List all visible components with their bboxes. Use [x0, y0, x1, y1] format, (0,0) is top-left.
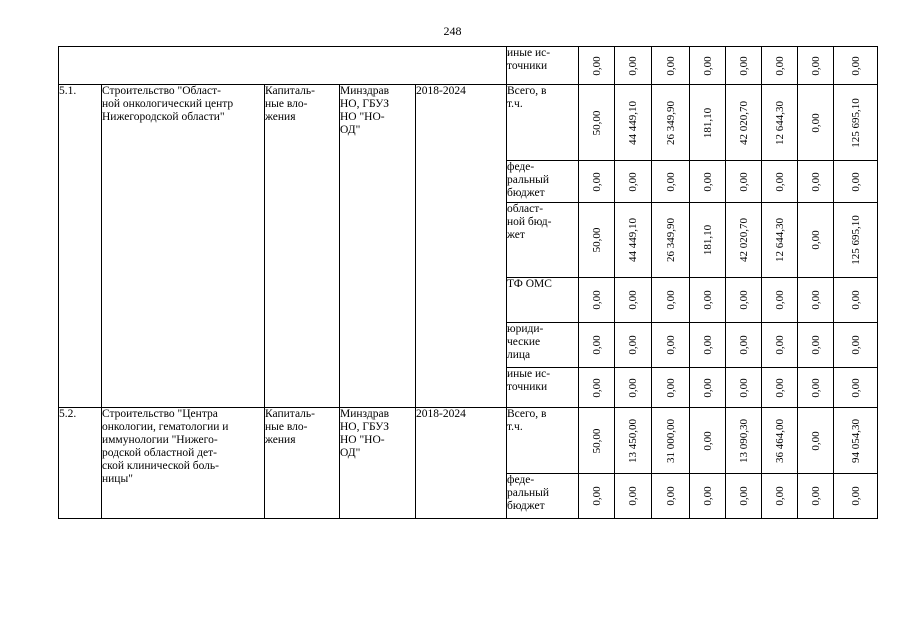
- value-cell: [798, 85, 834, 161]
- value-cell: [652, 368, 690, 408]
- value-text: 0,00: [809, 171, 822, 192]
- value-text: 0,00: [590, 486, 603, 506]
- value-text: 0,00: [809, 112, 822, 133]
- value-text: 0,00: [773, 486, 786, 506]
- value-text: 44 449,10: [627, 100, 639, 145]
- value-text: 0,00: [773, 335, 786, 355]
- value-cell: [690, 278, 726, 323]
- value-text: 125 695,10: [849, 97, 862, 148]
- value-text: 0,00: [773, 55, 786, 76]
- value-cell: [762, 203, 798, 278]
- value-text: 0,00: [701, 335, 714, 355]
- value-cell: [690, 408, 726, 474]
- value-text: 0,00: [773, 290, 786, 310]
- value-cell: [834, 323, 878, 368]
- value-cell: [726, 368, 762, 408]
- value-cell: [652, 47, 690, 85]
- item-number: 5.1.: [59, 85, 102, 408]
- value-cell: [652, 408, 690, 474]
- value-text: 0,00: [664, 335, 677, 355]
- item-type: Капиталь- ные вло- жения: [265, 85, 340, 408]
- value-text: 0,00: [627, 171, 639, 192]
- value-cell: [579, 408, 615, 474]
- value-cell: [798, 47, 834, 85]
- value-cell: [798, 474, 834, 519]
- value-text: 0,00: [590, 290, 603, 310]
- value-cell: [579, 47, 615, 85]
- value-text: 0,00: [849, 171, 862, 192]
- funding-source: Всего, в т.ч.: [507, 85, 579, 161]
- value-text: 0,00: [627, 377, 639, 398]
- value-cell: [762, 323, 798, 368]
- value-cell: [798, 278, 834, 323]
- value-cell: [798, 368, 834, 408]
- value-cell: [579, 323, 615, 368]
- value-text: 125 695,10: [849, 215, 862, 265]
- value-text: 0,00: [737, 55, 750, 76]
- value-text: 0,00: [809, 430, 822, 451]
- value-text: 36 464,00: [773, 418, 786, 463]
- value-text: 0,00: [590, 335, 603, 355]
- value-cell: [726, 203, 762, 278]
- value-text: 0,00: [590, 171, 603, 192]
- table-row: [59, 47, 878, 85]
- value-cell: [762, 47, 798, 85]
- value-cell: [762, 408, 798, 474]
- value-text: 0,00: [701, 171, 714, 192]
- table-row: [59, 408, 878, 474]
- item-period: 2018-2024: [416, 85, 507, 408]
- value-text: 0,00: [809, 230, 822, 250]
- value-cell: [615, 47, 652, 85]
- value-cell: [798, 323, 834, 368]
- value-text: 0,00: [701, 290, 714, 310]
- value-cell: [762, 474, 798, 519]
- value-cell: [652, 85, 690, 161]
- value-text: 181,10: [701, 224, 714, 256]
- value-text: 0,00: [627, 55, 639, 76]
- value-text: 31 000,00: [664, 418, 677, 463]
- value-cell: [798, 203, 834, 278]
- value-text: 181,10: [701, 107, 714, 138]
- value-cell: [579, 278, 615, 323]
- value-text: 94 054,30: [849, 418, 862, 463]
- value-cell: [762, 368, 798, 408]
- value-text: 0,00: [701, 377, 714, 398]
- value-cell: [652, 161, 690, 203]
- value-text: 0,00: [701, 486, 714, 506]
- value-text: 0,00: [849, 55, 862, 76]
- value-cell: [615, 85, 652, 161]
- value-text: 50,00: [590, 110, 603, 135]
- value-text: 0,00: [737, 290, 750, 310]
- value-cell: [726, 408, 762, 474]
- value-text: 13 090,30: [737, 418, 750, 463]
- funding-source: област- ной бюд- жет: [507, 203, 579, 278]
- value-text: 44 449,10: [627, 218, 639, 262]
- value-text: 0,00: [737, 486, 750, 506]
- value-cell: [615, 474, 652, 519]
- value-text: 0,00: [590, 55, 603, 76]
- value-cell: [834, 203, 878, 278]
- value-text: 0,00: [664, 55, 677, 76]
- value-text: 26 349,90: [664, 100, 677, 145]
- value-cell: [762, 278, 798, 323]
- value-text: 42 020,70: [737, 100, 750, 145]
- value-text: 0,00: [590, 377, 603, 398]
- funding-source: Всего, в т.ч.: [507, 408, 579, 474]
- page-number: 248: [443, 24, 462, 38]
- value-cell: [579, 85, 615, 161]
- value-cell: [690, 161, 726, 203]
- value-cell: [652, 203, 690, 278]
- item-name: Строительство "Област- ной онкологический центр Нижегородской области": [102, 85, 265, 408]
- value-cell: [726, 474, 762, 519]
- value-text: 0,00: [809, 335, 822, 355]
- value-cell: [690, 85, 726, 161]
- value-cell: [834, 47, 878, 85]
- budget-table: [58, 46, 878, 519]
- funding-source: иные ис- точники: [507, 368, 579, 408]
- value-text: 0,00: [664, 377, 677, 398]
- value-cell: [726, 85, 762, 161]
- value-cell: [762, 161, 798, 203]
- value-text: 50,00: [590, 227, 603, 253]
- value-cell: [615, 161, 652, 203]
- value-text: 0,00: [849, 377, 862, 398]
- value-cell: [762, 85, 798, 161]
- value-text: 0,00: [737, 335, 750, 355]
- funding-source: иные ис- точники: [507, 47, 579, 85]
- funding-source: юриди- ческие лица: [507, 323, 579, 368]
- item-executor: Минздрав НО, ГБУЗ НО "НО- ОД": [340, 85, 416, 408]
- value-cell: [579, 368, 615, 408]
- value-cell: [726, 278, 762, 323]
- value-text: 12 644,30: [773, 100, 786, 145]
- funding-source: феде- ральный бюджет: [507, 474, 579, 519]
- value-text: 0,00: [809, 486, 822, 506]
- value-text: 0,00: [664, 290, 677, 310]
- value-cell: [726, 47, 762, 85]
- table-row: [59, 85, 878, 161]
- value-cell: [579, 161, 615, 203]
- value-cell: [834, 368, 878, 408]
- value-cell: [652, 323, 690, 368]
- funding-source: ТФ ОМС: [507, 278, 579, 323]
- value-text: 0,00: [627, 486, 639, 506]
- value-cell: [834, 161, 878, 203]
- value-cell: [652, 278, 690, 323]
- value-text: 50,00: [590, 428, 603, 453]
- value-cell: [834, 408, 878, 474]
- value-cell: [798, 161, 834, 203]
- value-text: 0,00: [737, 377, 750, 398]
- value-cell: [615, 368, 652, 408]
- value-cell: [615, 278, 652, 323]
- value-cell: [834, 474, 878, 519]
- value-text: 0,00: [849, 290, 862, 310]
- value-text: 13 450,00: [627, 418, 639, 463]
- item-type: Капиталь- ные вло- жения: [265, 408, 340, 519]
- value-cell: [798, 408, 834, 474]
- value-text: 0,00: [627, 290, 639, 310]
- value-text: 0,00: [773, 377, 786, 398]
- item-executor: Минздрав НО, ГБУЗ НО "НО- ОД": [340, 408, 416, 519]
- value-cell: [579, 474, 615, 519]
- value-cell: [690, 47, 726, 85]
- value-text: 26 349,90: [664, 218, 677, 262]
- item-name: Строительство "Центра онкологии, гематологии и иммунологии "Нижего- родской областной дет- ской клинической боль- ницы": [102, 408, 265, 519]
- value-text: 0,00: [664, 171, 677, 192]
- continuation-cell: [59, 47, 507, 85]
- value-text: 42 020,70: [737, 218, 750, 262]
- value-cell: [615, 323, 652, 368]
- value-text: 0,00: [849, 335, 862, 355]
- value-cell: [690, 323, 726, 368]
- funding-source: феде- ральный бюджет: [507, 161, 579, 203]
- value-text: 12 644,30: [773, 218, 786, 262]
- item-number: 5.2.: [59, 408, 102, 519]
- value-text: 0,00: [849, 486, 862, 506]
- value-cell: [726, 161, 762, 203]
- value-cell: [690, 474, 726, 519]
- value-text: 0,00: [809, 377, 822, 398]
- value-cell: [652, 474, 690, 519]
- value-cell: [834, 85, 878, 161]
- value-text: 0,00: [627, 335, 639, 355]
- value-cell: [615, 203, 652, 278]
- value-cell: [579, 203, 615, 278]
- value-text: 0,00: [809, 55, 822, 76]
- value-text: 0,00: [664, 486, 677, 506]
- value-cell: [615, 408, 652, 474]
- value-cell: [690, 368, 726, 408]
- value-text: 0,00: [701, 430, 714, 451]
- value-text: 0,00: [737, 171, 750, 192]
- value-text: 0,00: [773, 171, 786, 192]
- item-period: 2018-2024: [416, 408, 507, 519]
- value-cell: [690, 203, 726, 278]
- value-cell: [726, 323, 762, 368]
- value-cell: [834, 278, 878, 323]
- value-text: 0,00: [809, 290, 822, 310]
- value-text: 0,00: [701, 55, 714, 76]
